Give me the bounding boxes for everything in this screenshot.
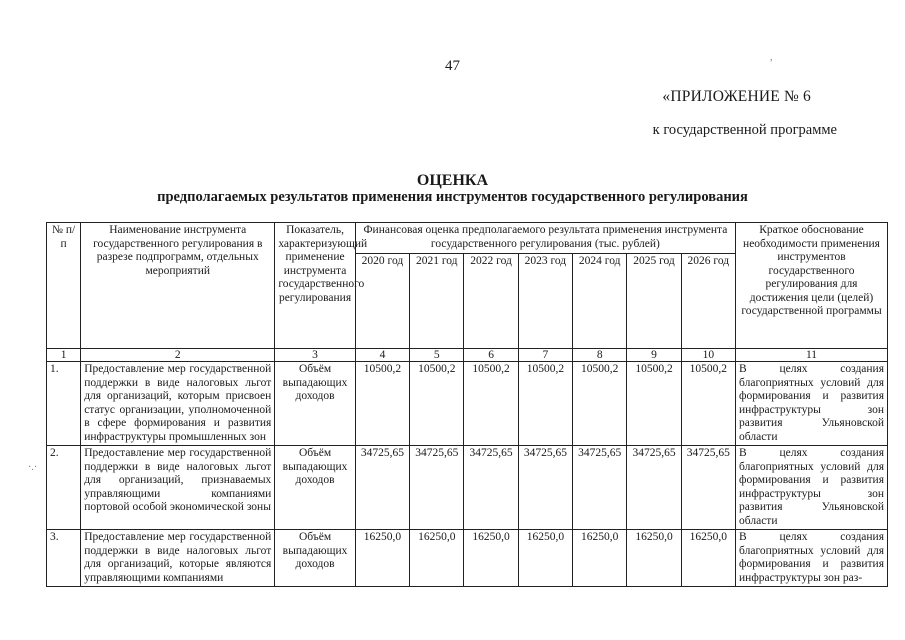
value-2022: 10500,2	[464, 362, 518, 446]
value-2021: 16250,0	[410, 530, 464, 587]
value-2026: 10500,2	[681, 362, 735, 446]
header-year: 2026 год	[681, 254, 735, 349]
header-year: 2020 год	[355, 254, 409, 349]
instrument-name: Предоставление мер государственной поддержки в виде налоговых льгот для организаций, которым присвоен статус организации, уполномоченной в сфере формирования и развития инфраструктуры промышленных зон	[81, 362, 275, 446]
column-number: 6	[464, 349, 518, 362]
value-2025: 10500,2	[627, 362, 681, 446]
assessment-table	[46, 222, 888, 587]
column-number: 5	[410, 349, 464, 362]
table-row	[47, 530, 888, 587]
justification: В целях создания благоприятных условий для формирования и развития инфраструктуры зон развития Ульяновской области	[736, 446, 888, 530]
header-year: 2024 год	[573, 254, 627, 349]
appendix-title: «ПРИЛОЖЕНИЕ № 6	[662, 88, 811, 105]
document-title: ОЦЕНКА	[416, 172, 489, 189]
justification: В целях создания благоприятных условий для формирования и развития инфраструктуры зон развития Ульяновской области	[736, 362, 888, 446]
value-2021: 34725,65	[410, 446, 464, 530]
header-justification: Краткое обоснование необходимости применения инструментов государственного регулирования для достижения цели (целей) государственной программы	[736, 223, 888, 349]
justification: В целях создания благоприятных условий для формирования и развития инфраструктуры зон раз-	[736, 530, 888, 587]
header-year: 2025 год	[627, 254, 681, 349]
column-number: 11	[736, 349, 888, 362]
column-number: 2	[81, 349, 275, 362]
row-number: 3.	[47, 530, 81, 587]
value-2024: 16250,0	[573, 530, 627, 587]
value-2025: 16250,0	[627, 530, 681, 587]
table-row	[47, 446, 888, 530]
value-2022: 34725,65	[464, 446, 518, 530]
header-indicator: Показатель, характеризующий применение инструмента государственного регулирования	[275, 223, 355, 349]
header-name: Наименование инструмента государственного регулирования в разрезе подпрограмм, отдельных мероприятий	[81, 223, 275, 349]
value-2020: 10500,2	[355, 362, 409, 446]
value-2023: 10500,2	[518, 362, 572, 446]
column-number: 7	[518, 349, 572, 362]
indicator: Объём выпадающих доходов	[275, 446, 355, 530]
value-2024: 34725,65	[573, 446, 627, 530]
value-2020: 34725,65	[355, 446, 409, 530]
value-2023: 34725,65	[518, 446, 572, 530]
value-2024: 10500,2	[573, 362, 627, 446]
column-number: 3	[275, 349, 355, 362]
value-2025: 34725,65	[627, 446, 681, 530]
value-2026: 16250,0	[681, 530, 735, 587]
row-number: 1.	[47, 362, 81, 446]
value-2023: 16250,0	[518, 530, 572, 587]
indicator: Объём выпадающих доходов	[275, 530, 355, 587]
value-2020: 16250,0	[355, 530, 409, 587]
column-number: 1	[47, 349, 81, 362]
column-number-row	[47, 349, 888, 362]
header-finance: Финансовая оценка предполагаемого результата применения инструмента государственного регулирования (тыс. рублей)	[355, 223, 735, 254]
value-2022: 16250,0	[464, 530, 518, 587]
column-number: 10	[681, 349, 735, 362]
scan-speck: ·.·	[28, 462, 38, 473]
page-number: 47	[445, 58, 460, 74]
header-year: 2021 год	[410, 254, 464, 349]
value-2021: 10500,2	[410, 362, 464, 446]
header-no: № п/п	[47, 223, 81, 349]
appendix-subtitle: к государственной программе	[652, 122, 837, 138]
row-number: 2.	[47, 446, 81, 530]
column-number: 4	[355, 349, 409, 362]
value-2026: 34725,65	[681, 446, 735, 530]
scan-speck: ,	[770, 52, 773, 63]
instrument-name: Предоставление мер государственной поддержки в виде налоговых льгот для организаций, признаваемых управляющими компаниями портовой особой экономической зоны	[81, 446, 275, 530]
column-number: 9	[627, 349, 681, 362]
instrument-name: Предоставление мер государственной поддержки в виде налоговых льгот для организаций, которые являются управляющими компаниями	[81, 530, 275, 587]
header-year: 2022 год	[464, 254, 518, 349]
table-row	[47, 362, 888, 446]
column-number: 8	[573, 349, 627, 362]
document-subtitle: предполагаемых результатов применения инструментов государственного регулирования	[157, 189, 748, 205]
indicator: Объём выпадающих доходов	[275, 362, 355, 446]
header-year: 2023 год	[518, 254, 572, 349]
